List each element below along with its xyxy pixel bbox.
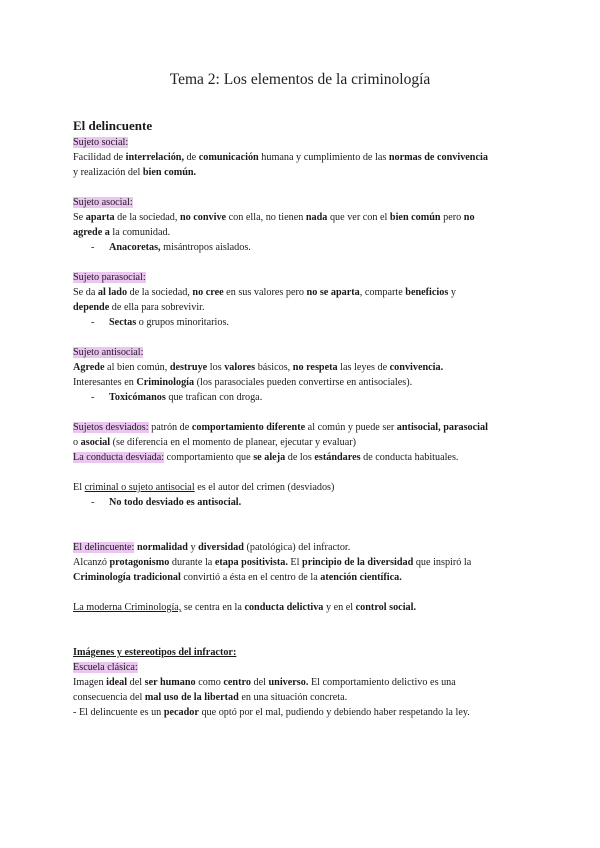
bullet-dash: - [91, 392, 95, 403]
sujeto-antisocial-label: Sujeto antisocial: [73, 347, 144, 358]
sujeto-social-line-2: y realización del bien común. [73, 167, 197, 178]
section-heading-imagenes: Imágenes y estereotipos del infractor: [73, 647, 237, 658]
sujeto-parasocial-label: Sujeto parasocial: [73, 272, 146, 283]
sujetos-desviados-line-1: Sujetos desviados: patrón de comportamiento diferente al común y puede ser antisocial, parasocial [73, 422, 488, 433]
conducta-desviada-line: La conducta desviada: comportamiento que se aleja de los estándares de conducta habituales. [73, 452, 459, 463]
mal-uso-libertad-line: consecuencia del mal uso de la libertad en una situación concreta. [73, 692, 348, 703]
sujeto-social-line-1: Facilidad de interrelación, de comunicación humana y cumplimiento de las normas de convivencia [73, 152, 488, 163]
delincuente-normalidad-line: El delincuente: normalidad y diversidad (patológica) del infractor. [73, 542, 351, 553]
list-item-anacoretas: - Anacoretas, misántropos aislados. [91, 242, 251, 253]
pecador-line: - El delincuente es un pecador que optó por el mal, pudiendo y debiendo haber respetando la ley. [73, 707, 470, 718]
criminal-line: El criminal o sujeto antisocial es el autor del crimen (desviados) [73, 482, 335, 493]
sujeto-antisocial-line-2: Interesantes en Criminología (los parasociales pueden convertirse en antisociales). [73, 377, 413, 388]
sujetos-desviados-line-2: o asocial (se diferencia en el momento de planear, ejecutar y evaluar) [73, 437, 357, 448]
sujeto-antisocial-line-1: Agrede al bien común, destruye los valores básicos, no respeta las leyes de convivencia. [73, 362, 444, 373]
list-item-no-todo-desviado: - No todo desviado es antisocial. [91, 497, 242, 508]
imagen-ideal-line: Imagen ideal del ser humano como centro del universo. El comportamiento delictivo es una [73, 677, 456, 688]
protagonismo-line: Alcanzó protagonismo durante la etapa positivista. El principio de la diversidad que inspiró la [73, 557, 472, 568]
moderna-criminologia-line: La moderna Criminología, se centra en la conducta delictiva y en el control social. [73, 602, 417, 613]
bullet-dash: - [91, 497, 95, 508]
section-heading-delincuente: El delincuente [73, 118, 153, 133]
sujeto-asocial-label: Sujeto asocial: [73, 197, 133, 208]
sujeto-parasocial-line-1: Se da al lado de la sociedad, no cree en sus valores pero no se aparta, comparte beneficios y [73, 287, 456, 298]
document-title: Tema 2: Los elementos de la criminología [169, 71, 431, 88]
list-item-sectas: - Sectas o grupos minoritarios. [91, 317, 229, 328]
escuela-clasica-label: Escuela clásica: [73, 662, 138, 673]
document-body [73, 117, 528, 720]
sujeto-asocial-line-1: Se aparta de la sociedad, no convive con ella, no tienen nada que ver con el bien común pero no [73, 212, 475, 223]
bullet-dash: - [91, 242, 95, 253]
criminologia-tradicional-line: Criminología tradicional convirtió a ésta en el centro de la atención científica. [73, 572, 402, 583]
sujeto-social-label: Sujeto social: [73, 137, 129, 148]
sujeto-asocial-line-2: agrede a la comunidad. [73, 227, 171, 238]
bullet-dash: - [91, 317, 95, 328]
sujeto-parasocial-line-2: depende de ella para sobrevivir. [73, 302, 205, 313]
list-item-toxicomanos: - Toxicómanos que trafican con droga. [91, 392, 263, 403]
